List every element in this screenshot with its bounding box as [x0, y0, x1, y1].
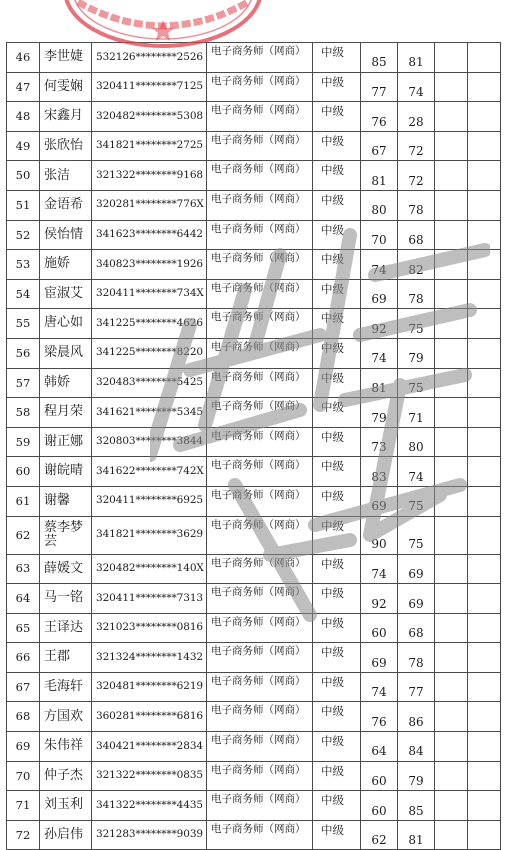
occupation: 电子商务师（网商）: [207, 220, 313, 250]
empty-cell: [468, 309, 501, 339]
id-number: 320483********5425: [92, 368, 207, 398]
row-number: 58: [7, 398, 40, 428]
empty-cell: [435, 368, 468, 398]
theory-score: 81: [361, 368, 398, 398]
theory-score: 62: [361, 820, 398, 850]
candidate-name: 马一铭: [40, 584, 92, 614]
theory-score: 67: [361, 131, 398, 161]
skill-level: 中级: [313, 613, 361, 643]
id-number: 340823********1926: [92, 250, 207, 280]
theory-score: 83: [361, 457, 398, 487]
empty-cell: [435, 427, 468, 457]
row-number: 62: [7, 516, 40, 554]
skill-level: 中级: [313, 486, 361, 516]
candidate-name: 王译达: [40, 613, 92, 643]
empty-cell: [468, 220, 501, 250]
skill-level: 中级: [313, 702, 361, 732]
table-row: [7, 279, 501, 309]
practical-score: 71: [398, 398, 435, 428]
empty-cell: [468, 368, 501, 398]
empty-cell: [435, 131, 468, 161]
id-number: 320411********7125: [92, 72, 207, 102]
table-row: [7, 457, 501, 487]
theory-score: 64: [361, 732, 398, 762]
table-row: [7, 398, 501, 428]
skill-level: 中级: [313, 309, 361, 339]
row-number: 48: [7, 102, 40, 132]
candidate-name: 蔡李梦芸: [40, 516, 92, 554]
empty-cell: [435, 72, 468, 102]
empty-cell: [435, 161, 468, 191]
occupation: 电子商务师（网商）: [207, 427, 313, 457]
skill-level: 中级: [313, 161, 361, 191]
theory-score: 60: [361, 613, 398, 643]
id-number: 341225********8220: [92, 338, 207, 368]
theory-score: 92: [361, 309, 398, 339]
table-row: [7, 791, 501, 821]
candidate-name: 朱伟祥: [40, 732, 92, 762]
occupation: 电子商务师（网商）: [207, 672, 313, 702]
practical-score: 79: [398, 761, 435, 791]
practical-score: 84: [398, 732, 435, 762]
occupation: 电子商务师（网商）: [207, 643, 313, 673]
practical-score: 82: [398, 250, 435, 280]
empty-cell: [468, 702, 501, 732]
empty-cell: [435, 613, 468, 643]
theory-score: 60: [361, 761, 398, 791]
occupation: 电子商务师（网商）: [207, 72, 313, 102]
row-number: 53: [7, 250, 40, 280]
row-number: 55: [7, 309, 40, 339]
occupation: 电子商务师（网商）: [207, 250, 313, 280]
empty-cell: [435, 791, 468, 821]
theory-score: 76: [361, 702, 398, 732]
table-row: [7, 368, 501, 398]
theory-score: 69: [361, 486, 398, 516]
row-number: 51: [7, 190, 40, 220]
candidate-name: 方国欢: [40, 702, 92, 732]
theory-score: 85: [361, 43, 398, 73]
empty-cell: [435, 338, 468, 368]
table-row: [7, 672, 501, 702]
theory-score: 60: [361, 791, 398, 821]
candidate-name: 李世婕: [40, 43, 92, 73]
occupation: 电子商务师（网商）: [207, 584, 313, 614]
practical-score: 86: [398, 702, 435, 732]
practical-score: 69: [398, 584, 435, 614]
empty-cell: [468, 398, 501, 428]
table-row: [7, 102, 501, 132]
practical-score: 78: [398, 643, 435, 673]
row-number: 69: [7, 732, 40, 762]
practical-score: 75: [398, 516, 435, 554]
practical-score: 85: [398, 791, 435, 821]
candidate-name: 宋鑫月: [40, 102, 92, 132]
id-number: 341821********3629: [92, 516, 207, 554]
empty-cell: [468, 554, 501, 584]
occupation: 电子商务师（网商）: [207, 279, 313, 309]
empty-cell: [435, 732, 468, 762]
skill-level: 中级: [313, 791, 361, 821]
row-number: 61: [7, 486, 40, 516]
row-number: 46: [7, 43, 40, 73]
skill-level: 中级: [313, 102, 361, 132]
occupation: 电子商务师（网商）: [207, 791, 313, 821]
empty-cell: [435, 309, 468, 339]
id-number: 341322********4435: [92, 791, 207, 821]
skill-level: 中级: [313, 761, 361, 791]
candidate-name: 刘玉利: [40, 791, 92, 821]
candidate-name: 王郡: [40, 643, 92, 673]
row-number: 50: [7, 161, 40, 191]
candidate-name: 侯怡情: [40, 220, 92, 250]
practical-score: 75: [398, 486, 435, 516]
theory-score: 70: [361, 220, 398, 250]
candidate-name: 毛海轩: [40, 672, 92, 702]
empty-cell: [468, 486, 501, 516]
theory-score: 74: [361, 338, 398, 368]
candidate-name: 仲子杰: [40, 761, 92, 791]
practical-score: 77: [398, 672, 435, 702]
id-number: 360281********6816: [92, 702, 207, 732]
candidate-name: 薛媛文: [40, 554, 92, 584]
id-number: 320411********6925: [92, 486, 207, 516]
id-number: 321324********1432: [92, 643, 207, 673]
candidate-name: 孙启伟: [40, 820, 92, 850]
empty-cell: [468, 190, 501, 220]
empty-cell: [468, 131, 501, 161]
empty-cell: [468, 250, 501, 280]
id-number: 340421********2834: [92, 732, 207, 762]
practical-score: 75: [398, 368, 435, 398]
row-number: 72: [7, 820, 40, 850]
theory-score: 76: [361, 102, 398, 132]
empty-cell: [468, 102, 501, 132]
occupation: 电子商务师（网商）: [207, 338, 313, 368]
empty-cell: [468, 516, 501, 554]
practical-score: 75: [398, 309, 435, 339]
row-number: 67: [7, 672, 40, 702]
id-number: 321322********0835: [92, 761, 207, 791]
theory-score: 92: [361, 584, 398, 614]
id-number: 341225********4626: [92, 309, 207, 339]
row-number: 47: [7, 72, 40, 102]
id-number: 341622********742X: [92, 457, 207, 487]
skill-level: 中级: [313, 584, 361, 614]
occupation: 电子商务师（网商）: [207, 554, 313, 584]
row-number: 71: [7, 791, 40, 821]
occupation: 电子商务师（网商）: [207, 613, 313, 643]
skill-level: 中级: [313, 131, 361, 161]
skill-level: 中级: [313, 279, 361, 309]
theory-score: 81: [361, 161, 398, 191]
row-number: 60: [7, 457, 40, 487]
candidate-name: 梁晨风: [40, 338, 92, 368]
skill-level: 中级: [313, 672, 361, 702]
empty-cell: [435, 584, 468, 614]
id-number: 320803********3844: [92, 427, 207, 457]
empty-cell: [435, 820, 468, 850]
theory-score: 74: [361, 250, 398, 280]
table-row: [7, 338, 501, 368]
theory-score: 74: [361, 672, 398, 702]
practical-score: 69: [398, 554, 435, 584]
id-number: 320281********776X: [92, 190, 207, 220]
table-row: [7, 820, 501, 850]
empty-cell: [468, 613, 501, 643]
skill-level: 中级: [313, 368, 361, 398]
skill-level: 中级: [313, 250, 361, 280]
empty-cell: [468, 457, 501, 487]
practical-score: 80: [398, 427, 435, 457]
practical-score: 72: [398, 131, 435, 161]
practical-score: 81: [398, 820, 435, 850]
practical-score: 79: [398, 338, 435, 368]
empty-cell: [468, 791, 501, 821]
table-row: [7, 643, 501, 673]
empty-cell: [435, 102, 468, 132]
row-number: 49: [7, 131, 40, 161]
empty-cell: [435, 643, 468, 673]
row-number: 59: [7, 427, 40, 457]
table-row: [7, 131, 501, 161]
practical-score: 74: [398, 457, 435, 487]
occupation: 电子商务师（网商）: [207, 702, 313, 732]
skill-level: 中级: [313, 554, 361, 584]
occupation: 电子商务师（网商）: [207, 398, 313, 428]
skill-level: 中级: [313, 427, 361, 457]
theory-score: 69: [361, 643, 398, 673]
occupation: 电子商务师（网商）: [207, 761, 313, 791]
candidate-name: 施娇: [40, 250, 92, 280]
skill-level: 中级: [313, 643, 361, 673]
id-number: 320482********5308: [92, 102, 207, 132]
empty-cell: [435, 516, 468, 554]
empty-cell: [435, 761, 468, 791]
practical-score: 78: [398, 279, 435, 309]
skill-level: 中级: [313, 72, 361, 102]
skill-level: 中级: [313, 190, 361, 220]
theory-score: 90: [361, 516, 398, 554]
skill-level: 中级: [313, 457, 361, 487]
id-number: 320411********7313: [92, 584, 207, 614]
occupation: 电子商务师（网商）: [207, 102, 313, 132]
table-row: [7, 761, 501, 791]
table-row: [7, 486, 501, 516]
empty-cell: [435, 220, 468, 250]
empty-cell: [468, 820, 501, 850]
row-number: 68: [7, 702, 40, 732]
occupation: 电子商务师（网商）: [207, 820, 313, 850]
occupation: 电子商务师（网商）: [207, 457, 313, 487]
empty-cell: [435, 486, 468, 516]
id-number: 320411********734X: [92, 279, 207, 309]
empty-cell: [468, 761, 501, 791]
practical-score: 78: [398, 190, 435, 220]
table-row: [7, 554, 501, 584]
table-row: [7, 702, 501, 732]
practical-score: 68: [398, 613, 435, 643]
theory-score: 74: [361, 554, 398, 584]
practical-score: 72: [398, 161, 435, 191]
theory-score: 80: [361, 190, 398, 220]
candidate-name: 谢皖晴: [40, 457, 92, 487]
candidate-name: 张欣怡: [40, 131, 92, 161]
empty-cell: [468, 72, 501, 102]
candidate-name: 唐心如: [40, 309, 92, 339]
candidate-name: 金语希: [40, 190, 92, 220]
id-number: 321322********9168: [92, 161, 207, 191]
id-number: 341623********6442: [92, 220, 207, 250]
empty-cell: [468, 584, 501, 614]
table-row: [7, 190, 501, 220]
empty-cell: [468, 427, 501, 457]
row-number: 70: [7, 761, 40, 791]
empty-cell: [435, 554, 468, 584]
skill-level: 中级: [313, 43, 361, 73]
table-row: [7, 161, 501, 191]
table-row: [7, 43, 501, 73]
theory-score: 79: [361, 398, 398, 428]
occupation: 电子商务师（网商）: [207, 190, 313, 220]
table-row: [7, 613, 501, 643]
table-row: [7, 732, 501, 762]
candidate-name: 谢正娜: [40, 427, 92, 457]
candidate-name: 张洁: [40, 161, 92, 191]
table-row: [7, 72, 501, 102]
practical-score: 81: [398, 43, 435, 73]
occupation: 电子商务师（网商）: [207, 516, 313, 554]
id-number: 321283********9039: [92, 820, 207, 850]
occupation: 电子商务师（网商）: [207, 732, 313, 762]
row-number: 52: [7, 220, 40, 250]
id-number: 320481********6219: [92, 672, 207, 702]
skill-level: 中级: [313, 338, 361, 368]
empty-cell: [468, 338, 501, 368]
id-number: 321023********0816: [92, 613, 207, 643]
candidate-score-table: [6, 42, 501, 850]
skill-level: 中级: [313, 820, 361, 850]
row-number: 56: [7, 338, 40, 368]
practical-score: 68: [398, 220, 435, 250]
empty-cell: [435, 457, 468, 487]
id-number: 341621********5345: [92, 398, 207, 428]
empty-cell: [435, 250, 468, 280]
candidate-name: 程月荣: [40, 398, 92, 428]
candidate-name: 韩娇: [40, 368, 92, 398]
theory-score: 77: [361, 72, 398, 102]
candidate-name: 宦淑艾: [40, 279, 92, 309]
occupation: 电子商务师（网商）: [207, 161, 313, 191]
table-row: [7, 250, 501, 280]
skill-level: 中级: [313, 398, 361, 428]
id-number: 532126********2526: [92, 43, 207, 73]
row-number: 65: [7, 613, 40, 643]
occupation: 电子商务师（网商）: [207, 43, 313, 73]
empty-cell: [435, 702, 468, 732]
row-number: 57: [7, 368, 40, 398]
table-row: [7, 427, 501, 457]
candidate-name: 谢馨: [40, 486, 92, 516]
empty-cell: [468, 43, 501, 73]
practical-score: 74: [398, 72, 435, 102]
practical-score: 28: [398, 102, 435, 132]
occupation: 电子商务师（网商）: [207, 131, 313, 161]
skill-level: 中级: [313, 732, 361, 762]
empty-cell: [468, 161, 501, 191]
id-number: 341821********2725: [92, 131, 207, 161]
id-number: 320482********140X: [92, 554, 207, 584]
empty-cell: [468, 643, 501, 673]
empty-cell: [435, 43, 468, 73]
row-number: 64: [7, 584, 40, 614]
row-number: 63: [7, 554, 40, 584]
skill-level: 中级: [313, 220, 361, 250]
empty-cell: [435, 190, 468, 220]
row-number: 54: [7, 279, 40, 309]
table-row: [7, 584, 501, 614]
empty-cell: [468, 732, 501, 762]
occupation: 电子商务师（网商）: [207, 368, 313, 398]
occupation: 电子商务师（网商）: [207, 309, 313, 339]
table-row: [7, 309, 501, 339]
empty-cell: [468, 672, 501, 702]
empty-cell: [435, 672, 468, 702]
theory-score: 73: [361, 427, 398, 457]
theory-score: 69: [361, 279, 398, 309]
candidate-name: 何雯娴: [40, 72, 92, 102]
occupation: 电子商务师（网商）: [207, 486, 313, 516]
skill-level: 中级: [313, 516, 361, 554]
row-number: 66: [7, 643, 40, 673]
table-row: [7, 220, 501, 250]
empty-cell: [435, 398, 468, 428]
empty-cell: [435, 279, 468, 309]
empty-cell: [468, 279, 501, 309]
table-row: [7, 516, 501, 554]
